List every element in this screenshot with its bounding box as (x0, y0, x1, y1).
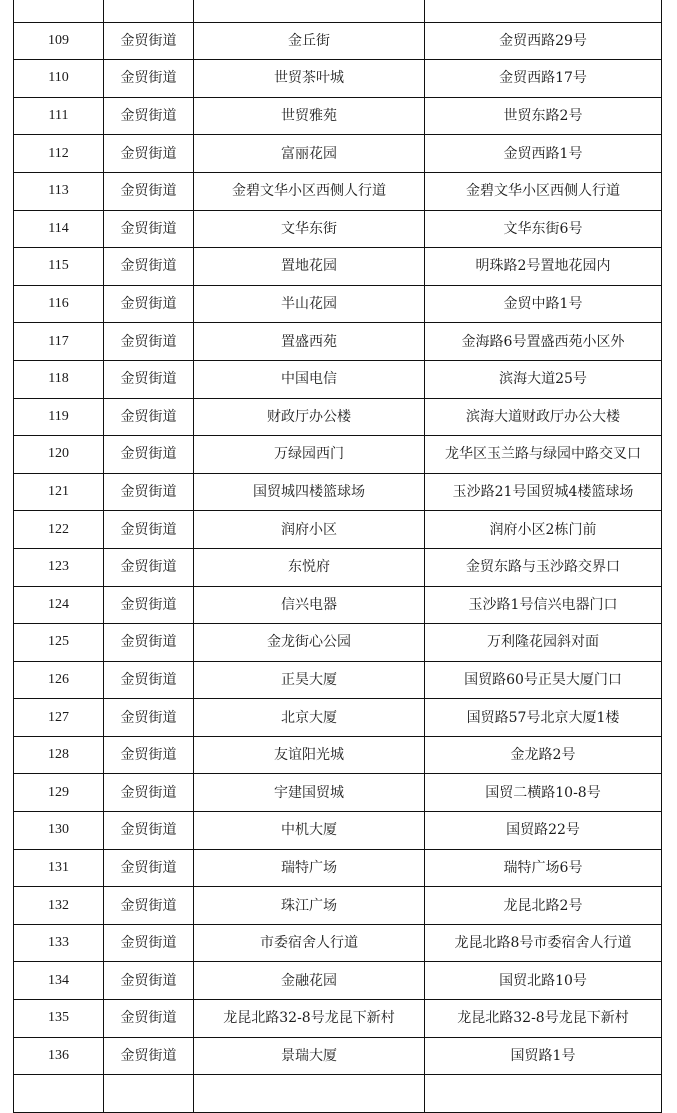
cell-number: 125 (14, 624, 104, 662)
cell-number: 124 (14, 586, 104, 624)
cell-street: 金贸街道 (104, 849, 194, 887)
cell-number: 115 (14, 248, 104, 286)
table-row (14, 962, 662, 1000)
cell-location-name: 国贸城四楼篮球场 (194, 473, 425, 511)
table-row (14, 624, 662, 662)
table-row-partial-bottom (14, 1075, 662, 1113)
cell-location-name: 富丽花园 (194, 135, 425, 173)
cell-empty (425, 1075, 662, 1113)
cell-empty (194, 1075, 425, 1113)
table-row (14, 887, 662, 925)
location-table-container (13, 0, 661, 1113)
table-row (14, 398, 662, 436)
cell-street: 金贸街道 (104, 323, 194, 361)
cell-address: 金贸西路1号 (425, 135, 662, 173)
table-body (14, 0, 662, 1112)
cell-location-name: 金丘街 (194, 22, 425, 60)
cell-location-name: 半山花园 (194, 285, 425, 323)
cell-address: 滨海大道25号 (425, 360, 662, 398)
table-row (14, 60, 662, 98)
cell-empty (14, 1075, 104, 1113)
cell-street: 金贸街道 (104, 548, 194, 586)
cell-address: 玉沙路1号信兴电器门口 (425, 586, 662, 624)
cell-location-name: 龙昆北路32-8号龙昆下新村 (194, 1000, 425, 1038)
cell-empty (425, 0, 662, 22)
cell-location-name: 万绿园西门 (194, 436, 425, 474)
cell-location-name: 友谊阳光城 (194, 736, 425, 774)
cell-address: 玉沙路21号国贸城4楼篮球场 (425, 473, 662, 511)
cell-address: 龙昆北路8号市委宿舍人行道 (425, 924, 662, 962)
cell-location-name: 金碧文华小区西侧人行道 (194, 172, 425, 210)
cell-number: 113 (14, 172, 104, 210)
cell-address: 金贸西路17号 (425, 60, 662, 98)
cell-location-name: 东悦府 (194, 548, 425, 586)
cell-street: 金贸街道 (104, 285, 194, 323)
cell-location-name: 景瑞大厦 (194, 1037, 425, 1075)
table-row (14, 849, 662, 887)
cell-number: 136 (14, 1037, 104, 1075)
cell-location-name: 置盛西苑 (194, 323, 425, 361)
cell-address: 龙昆北路2号 (425, 887, 662, 925)
cell-address: 滨海大道财政厅办公大楼 (425, 398, 662, 436)
table-row (14, 812, 662, 850)
cell-address: 明珠路2号置地花园内 (425, 248, 662, 286)
cell-street: 金贸街道 (104, 210, 194, 248)
table-row (14, 774, 662, 812)
cell-number: 119 (14, 398, 104, 436)
cell-street: 金贸街道 (104, 248, 194, 286)
cell-address: 龙昆北路32-8号龙昆下新村 (425, 1000, 662, 1038)
cell-street: 金贸街道 (104, 661, 194, 699)
cell-street: 金贸街道 (104, 1037, 194, 1075)
cell-address: 国贸路22号 (425, 812, 662, 850)
cell-location-name: 金龙街心公园 (194, 624, 425, 662)
cell-street: 金贸街道 (104, 473, 194, 511)
cell-street: 金贸街道 (104, 511, 194, 549)
cell-street: 金贸街道 (104, 924, 194, 962)
cell-number: 132 (14, 887, 104, 925)
cell-street: 金贸街道 (104, 360, 194, 398)
cell-number: 123 (14, 548, 104, 586)
cell-number: 133 (14, 924, 104, 962)
cell-address: 万利隆花园斜对面 (425, 624, 662, 662)
table-row (14, 736, 662, 774)
table-row (14, 1037, 662, 1075)
cell-street: 金贸街道 (104, 812, 194, 850)
cell-location-name: 中机大厦 (194, 812, 425, 850)
cell-street: 金贸街道 (104, 586, 194, 624)
cell-location-name: 财政厅办公楼 (194, 398, 425, 436)
table-row (14, 172, 662, 210)
cell-location-name: 置地花园 (194, 248, 425, 286)
cell-number: 134 (14, 962, 104, 1000)
cell-number: 118 (14, 360, 104, 398)
cell-street: 金贸街道 (104, 135, 194, 173)
table-row-partial-top (14, 0, 662, 22)
cell-empty (14, 0, 104, 22)
cell-number: 126 (14, 661, 104, 699)
cell-location-name: 市委宿舍人行道 (194, 924, 425, 962)
table-row (14, 135, 662, 173)
cell-address: 金贸东路与玉沙路交界口 (425, 548, 662, 586)
cell-location-name: 世贸茶叶城 (194, 60, 425, 98)
cell-location-name: 文华东街 (194, 210, 425, 248)
cell-street: 金贸街道 (104, 436, 194, 474)
cell-location-name: 珠江广场 (194, 887, 425, 925)
cell-street: 金贸街道 (104, 774, 194, 812)
cell-location-name: 宇建国贸城 (194, 774, 425, 812)
cell-street: 金贸街道 (104, 398, 194, 436)
cell-empty (104, 1075, 194, 1113)
table-row (14, 586, 662, 624)
cell-address: 金碧文华小区西侧人行道 (425, 172, 662, 210)
cell-location-name: 润府小区 (194, 511, 425, 549)
cell-number: 127 (14, 699, 104, 737)
cell-address: 文华东街6号 (425, 210, 662, 248)
cell-address: 瑞特广场6号 (425, 849, 662, 887)
table-row (14, 436, 662, 474)
cell-location-name: 北京大厦 (194, 699, 425, 737)
cell-number: 130 (14, 812, 104, 850)
cell-address: 金龙路2号 (425, 736, 662, 774)
table-row (14, 473, 662, 511)
table-row (14, 22, 662, 60)
cell-street: 金贸街道 (104, 887, 194, 925)
cell-street: 金贸街道 (104, 962, 194, 1000)
cell-address: 润府小区2栋门前 (425, 511, 662, 549)
cell-address: 国贸路60号正昊大厦门口 (425, 661, 662, 699)
cell-number: 135 (14, 1000, 104, 1038)
cell-address: 金贸西路29号 (425, 22, 662, 60)
cell-address: 国贸二横路10-8号 (425, 774, 662, 812)
table-row (14, 285, 662, 323)
cell-street: 金贸街道 (104, 172, 194, 210)
cell-empty (104, 0, 194, 22)
table-row (14, 661, 662, 699)
cell-number: 109 (14, 22, 104, 60)
cell-number: 117 (14, 323, 104, 361)
cell-location-name: 正昊大厦 (194, 661, 425, 699)
cell-number: 121 (14, 473, 104, 511)
cell-number: 122 (14, 511, 104, 549)
cell-address: 国贸路57号北京大厦1楼 (425, 699, 662, 737)
cell-location-name: 世贸雅苑 (194, 97, 425, 135)
cell-number: 131 (14, 849, 104, 887)
cell-number: 116 (14, 285, 104, 323)
cell-street: 金贸街道 (104, 736, 194, 774)
table-row (14, 1000, 662, 1038)
cell-street: 金贸街道 (104, 22, 194, 60)
cell-number: 129 (14, 774, 104, 812)
cell-address: 国贸北路10号 (425, 962, 662, 1000)
table-row (14, 699, 662, 737)
cell-number: 114 (14, 210, 104, 248)
cell-address: 世贸东路2号 (425, 97, 662, 135)
cell-street: 金贸街道 (104, 699, 194, 737)
cell-address: 龙华区玉兰路与绿园中路交叉口 (425, 436, 662, 474)
cell-street: 金贸街道 (104, 1000, 194, 1038)
table-row (14, 248, 662, 286)
table-row (14, 511, 662, 549)
cell-empty (194, 0, 425, 22)
cell-address: 国贸路1号 (425, 1037, 662, 1075)
table-row (14, 210, 662, 248)
cell-number: 110 (14, 60, 104, 98)
table-row (14, 360, 662, 398)
location-table (13, 0, 662, 1113)
table-row (14, 323, 662, 361)
cell-location-name: 中国电信 (194, 360, 425, 398)
cell-address: 金贸中路1号 (425, 285, 662, 323)
cell-street: 金贸街道 (104, 97, 194, 135)
table-row (14, 548, 662, 586)
table-row (14, 924, 662, 962)
cell-number: 112 (14, 135, 104, 173)
cell-number: 120 (14, 436, 104, 474)
cell-street: 金贸街道 (104, 624, 194, 662)
cell-location-name: 瑞特广场 (194, 849, 425, 887)
cell-location-name: 信兴电器 (194, 586, 425, 624)
table-row (14, 97, 662, 135)
cell-number: 111 (14, 97, 104, 135)
cell-address: 金海路6号置盛西苑小区外 (425, 323, 662, 361)
cell-number: 128 (14, 736, 104, 774)
cell-location-name: 金融花园 (194, 962, 425, 1000)
cell-street: 金贸街道 (104, 60, 194, 98)
